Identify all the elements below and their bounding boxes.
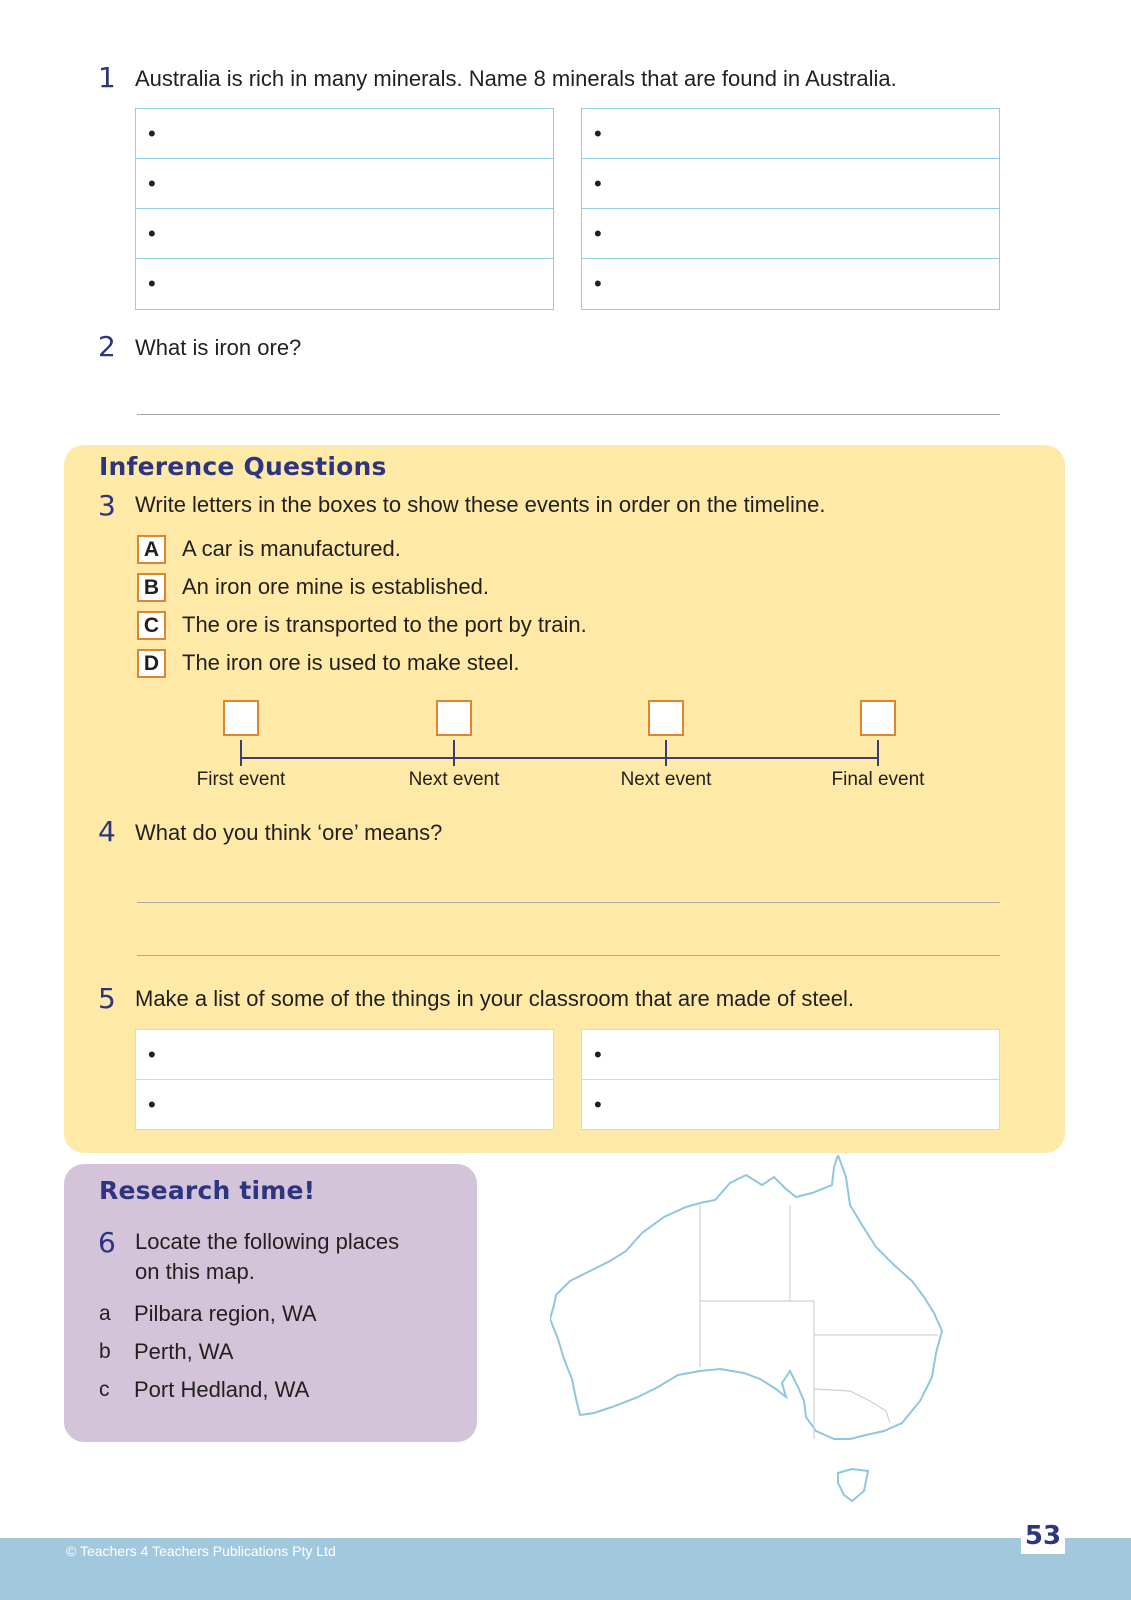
event-a-text: A car is manufactured. bbox=[182, 536, 401, 561]
mineral-answer-cell[interactable]: • bbox=[148, 271, 156, 296]
minerals-answer-grid-right bbox=[581, 108, 1000, 310]
timeline-label-final: Final event bbox=[831, 769, 925, 790]
timeline-tick bbox=[240, 740, 242, 766]
place-item-b-letter: b bbox=[99, 1340, 111, 1363]
question-1-number: 1 bbox=[98, 61, 116, 94]
timeline-tick bbox=[665, 740, 667, 766]
australia-outline-map[interactable] bbox=[550, 1155, 970, 1530]
timeline-label-next-2: Next event bbox=[620, 769, 712, 790]
timeline-axis bbox=[240, 757, 879, 759]
event-letter-box-a: A bbox=[137, 535, 166, 564]
timeline-answer-box-1[interactable] bbox=[223, 700, 259, 736]
question-5-number: 5 bbox=[98, 982, 116, 1015]
question-4-answer-line[interactable] bbox=[137, 955, 1000, 956]
place-item-c-text: Port Hedland, WA bbox=[134, 1377, 310, 1402]
steel-item-answer-cell[interactable]: • bbox=[582, 1030, 999, 1080]
timeline-label-next-1: Next event bbox=[408, 769, 500, 790]
place-item-a-letter: a bbox=[99, 1302, 111, 1325]
question-4-text: What do you think ‘ore’ means? bbox=[135, 820, 443, 845]
event-b-text: An iron ore mine is established. bbox=[182, 574, 489, 599]
question-4-answer-line[interactable] bbox=[137, 902, 1000, 903]
mineral-answer-cell[interactable]: • bbox=[582, 159, 999, 209]
mineral-answer-cell[interactable]: • bbox=[136, 159, 553, 209]
steel-item-answer-cell[interactable]: • bbox=[148, 1092, 156, 1117]
steel-items-grid-left bbox=[135, 1029, 554, 1130]
research-time-heading: Research time! bbox=[99, 1176, 316, 1205]
event-letter-box-b: B bbox=[137, 573, 166, 602]
event-letter-box-d: D bbox=[137, 649, 166, 678]
copyright-text: © Teachers 4 Teachers Publications Pty Ltd bbox=[66, 1543, 336, 1559]
mineral-answer-cell[interactable]: • bbox=[136, 109, 553, 159]
question-6-text-line-2: on this map. bbox=[135, 1259, 255, 1284]
page-number: 53 bbox=[1021, 1518, 1065, 1554]
mineral-answer-cell[interactable]: • bbox=[582, 109, 999, 159]
question-2-number: 2 bbox=[98, 330, 116, 363]
steel-item-answer-cell[interactable]: • bbox=[136, 1030, 553, 1080]
steel-items-grid-right bbox=[581, 1029, 1000, 1130]
mineral-answer-cell[interactable]: • bbox=[136, 209, 553, 259]
timeline-tick bbox=[453, 740, 455, 766]
question-3-text: Write letters in the boxes to show these events in order on the timeline. bbox=[135, 492, 826, 517]
question-2-text: What is iron ore? bbox=[135, 335, 302, 360]
place-item-a-text: Pilbara region, WA bbox=[134, 1301, 317, 1326]
minerals-answer-grid-left bbox=[135, 108, 554, 310]
question-1-text: Australia is rich in many minerals. Name 8 minerals that are found in Australia. bbox=[135, 66, 897, 91]
question-6-text-line-1: Locate the following places bbox=[135, 1229, 400, 1254]
event-letter-box-c: C bbox=[137, 611, 166, 640]
question-6-number: 6 bbox=[98, 1226, 116, 1259]
place-item-c-letter: c bbox=[99, 1378, 110, 1401]
event-c-text: The ore is transported to the port by train. bbox=[182, 612, 587, 637]
place-item-b-text: Perth, WA bbox=[134, 1339, 234, 1364]
question-4-number: 4 bbox=[98, 815, 116, 848]
timeline-answer-box-4[interactable] bbox=[860, 700, 896, 736]
steel-item-answer-cell[interactable]: • bbox=[594, 1092, 602, 1117]
question-5-text: Make a list of some of the things in your classroom that are made of steel. bbox=[135, 986, 855, 1011]
question-3-number: 3 bbox=[98, 489, 116, 522]
event-d-text: The iron ore is used to make steel. bbox=[182, 650, 520, 675]
timeline-answer-box-2[interactable] bbox=[436, 700, 472, 736]
mineral-answer-cell[interactable]: • bbox=[594, 271, 602, 296]
question-2-answer-line[interactable] bbox=[137, 414, 1000, 415]
australia-coastline bbox=[550, 1155, 942, 1439]
timeline-tick bbox=[877, 740, 879, 766]
mineral-answer-cell[interactable]: • bbox=[582, 209, 999, 259]
timeline-answer-box-3[interactable] bbox=[648, 700, 684, 736]
timeline-label-first: First event bbox=[196, 769, 286, 790]
tasmania-outline bbox=[838, 1469, 868, 1501]
inference-questions-heading: Inference Questions bbox=[99, 452, 387, 481]
